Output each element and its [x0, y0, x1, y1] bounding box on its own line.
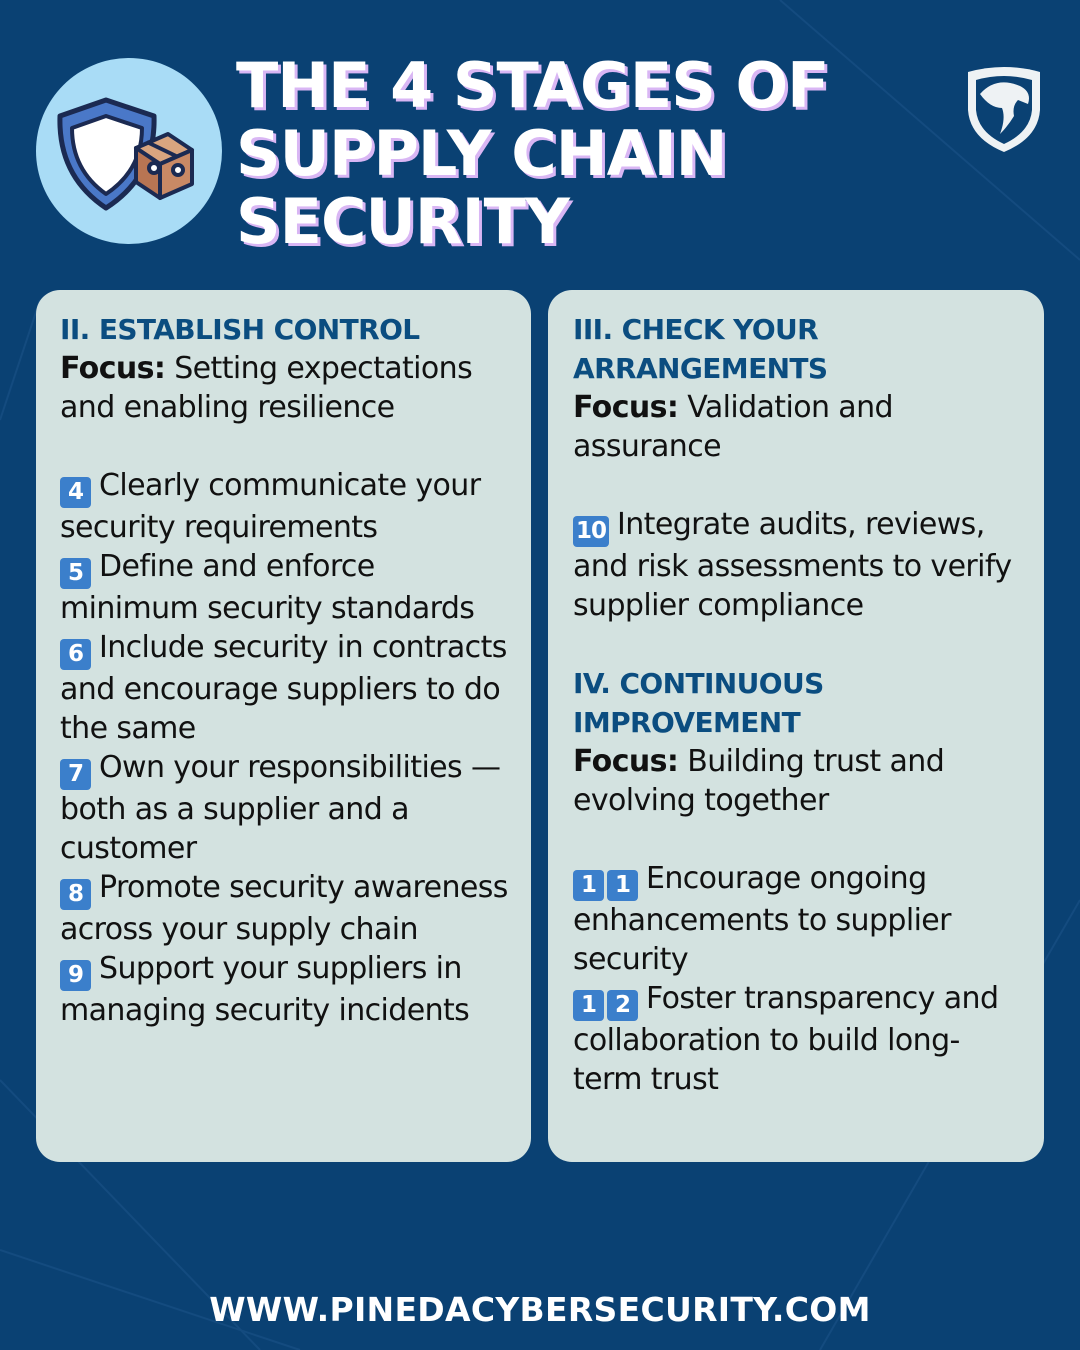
- number-badge: [573, 870, 638, 901]
- heading-line: IMPROVEMENT: [573, 706, 801, 739]
- focus-label: Focus:: [573, 390, 679, 425]
- list-item-text: Include security in contracts and encourage suppliers to do the same: [60, 630, 507, 746]
- number-badge: [60, 879, 91, 910]
- number-badge: [60, 639, 91, 670]
- focus-line: [60, 349, 513, 427]
- focus-label: Focus:: [573, 744, 679, 779]
- heading-line: IV. CONTINUOUS: [573, 667, 824, 700]
- website-link[interactable]: WWW.PINEDACYBERSECURITY.COM: [209, 1290, 871, 1329]
- list-item-text: Foster transparency and collaboration to build long-term trust: [573, 981, 999, 1097]
- number-badge: [573, 990, 638, 1021]
- number-badge: [573, 516, 609, 547]
- focus-text: Validation and assurance: [573, 390, 893, 464]
- number-key: 10: [573, 516, 609, 547]
- number-key: 9: [60, 960, 91, 991]
- list-item-text: Define and enforce minimum security standards: [60, 549, 475, 626]
- section-heading: [573, 664, 1026, 742]
- focus-text: Setting expectations and enabling resilience: [60, 351, 473, 425]
- number-key: 5: [60, 558, 91, 589]
- number-badge: [60, 558, 91, 589]
- shield-with-package-icon: [36, 58, 222, 244]
- number-badge: [60, 477, 91, 508]
- list-item: [60, 748, 513, 868]
- eagle-shield-logo-icon: [962, 64, 1046, 154]
- heading-line: III. CHECK YOUR: [573, 313, 819, 346]
- list-item: [60, 868, 513, 949]
- page-title: [236, 49, 876, 258]
- number-key: 1: [573, 990, 604, 1021]
- list-item: [60, 466, 513, 547]
- number-key: 8: [60, 879, 91, 910]
- heading-line: ARRANGEMENTS: [573, 352, 828, 385]
- number-badge: [60, 960, 91, 991]
- number-key: 1: [607, 870, 638, 901]
- focus-line: [573, 388, 1026, 466]
- list-item-text: Promote security awareness across your supply chain: [60, 870, 508, 947]
- list-item-text: Clearly communicate your security requirements: [60, 468, 481, 545]
- list-item: [573, 859, 1026, 979]
- number-key: 6: [60, 639, 91, 670]
- title-line: THE 4 STAGES OF: [236, 49, 829, 122]
- list-item-text: Encourage ongoing enhancements to supplier security: [573, 861, 951, 977]
- list-item: [573, 505, 1026, 625]
- badge-icon-circle: [36, 58, 222, 244]
- title-line: SUPPLY CHAIN: [236, 117, 727, 190]
- number-key: 7: [60, 759, 91, 790]
- card-establish-control: [36, 290, 531, 1162]
- card-check-and-improve: [548, 290, 1044, 1162]
- focus-label: Focus:: [60, 351, 166, 386]
- list-item: [60, 949, 513, 1030]
- list-item-text: Support your suppliers in managing security incidents: [60, 951, 470, 1028]
- list-item-text: Integrate audits, reviews, and risk assessments to verify supplier compliance: [573, 507, 1012, 623]
- section-heading: II. ESTABLISH CONTROL: [60, 313, 420, 346]
- focus-text: Building trust and evolving together: [573, 744, 945, 818]
- number-key: 4: [60, 477, 91, 508]
- list-item: [60, 628, 513, 748]
- section-heading: [573, 310, 1026, 388]
- number-key: 1: [573, 870, 604, 901]
- focus-line: [573, 742, 1026, 820]
- title-line: SECURITY: [236, 185, 569, 258]
- list-item: [60, 547, 513, 628]
- list-item: [573, 979, 1026, 1099]
- number-badge: [60, 759, 91, 790]
- number-key: 2: [607, 990, 638, 1021]
- list-item-text: Own your responsibilities —both as a supplier and a customer: [60, 750, 501, 866]
